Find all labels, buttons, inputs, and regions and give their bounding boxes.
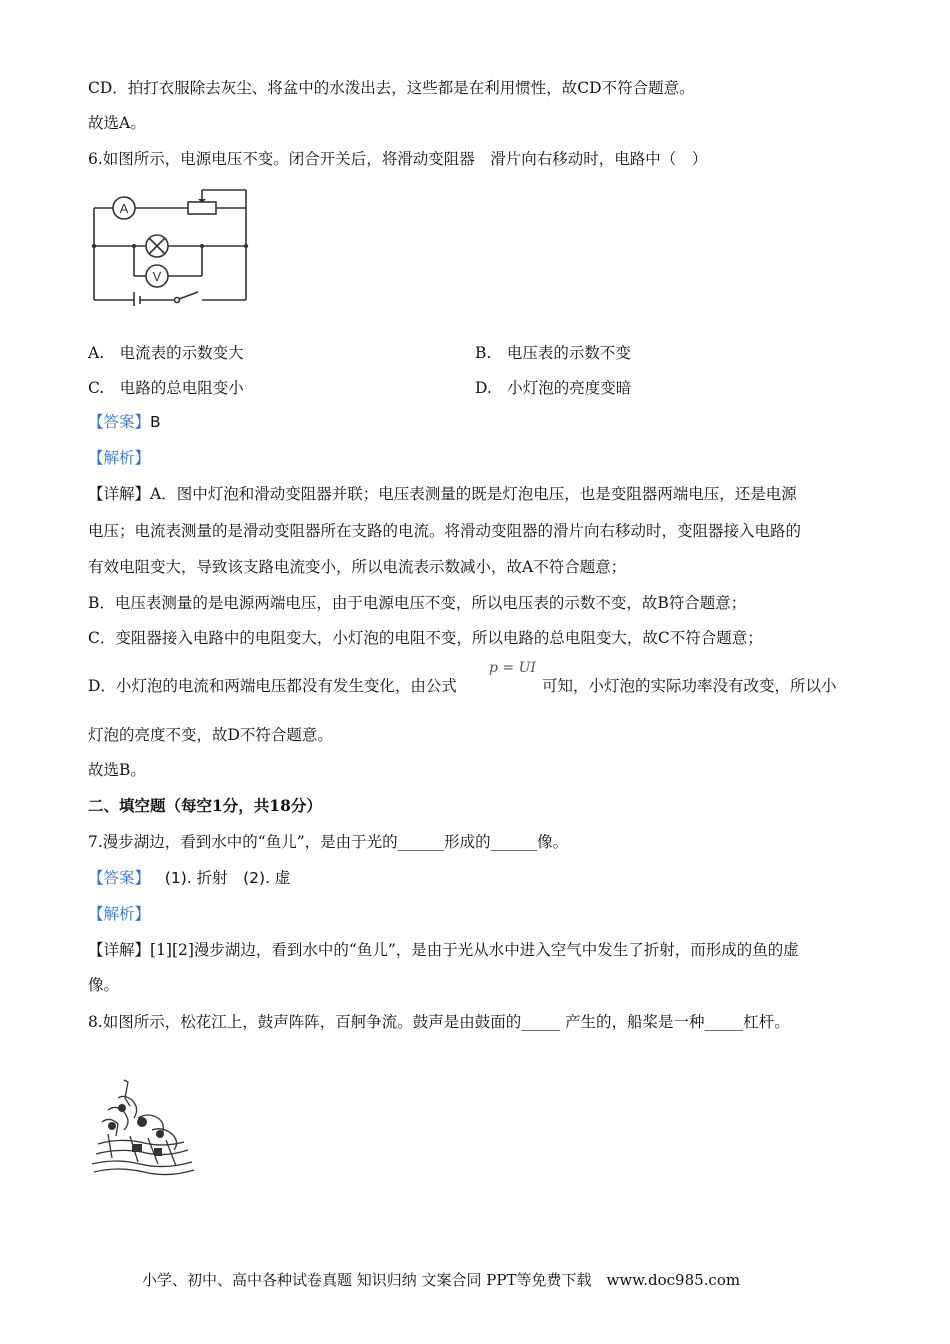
detail-line: 像。 (88, 976, 120, 994)
option-a: A. 电流表的示数变大 (88, 344, 244, 362)
question-7: 7.漫步湖边，看到水中的“鱼儿”，是由于光的______形成的______像。 (88, 833, 569, 851)
ammeter-label: A (119, 201, 129, 216)
detail-line: 灯泡的亮度不变，故D不符合题意。 (88, 726, 333, 744)
option-c: C. 电路的总电阻变小 (88, 379, 244, 397)
question-8: 8.如图所示，松花江上，鼓声阵阵，百舸争流。鼓声是由鼓面的_____ 产生的，船桨是一种_____杠杆。 (88, 1013, 790, 1031)
detail-line: B．电压表测量的是电源两端电压，由于电源电压不变，所以电压表的示数不变，故B符合题意； (88, 594, 747, 612)
detail-line: 电压；电流表测量的是滑动变阻器所在支路的电流。将滑动变阻器的滑片向右移动时，变阻器接入电路的 (88, 522, 802, 540)
answer-label: 【答案】 (88, 413, 151, 431)
dragon-boat-image (88, 1078, 198, 1180)
voltmeter-label: V (152, 269, 162, 284)
detail-label: 【详解】 (88, 485, 151, 503)
detail-line: D．小灯泡的电流和两端电压都没有发生变化，由公式 (88, 677, 457, 695)
detail-line: 可知，小灯泡的实际功率没有改变，所以小 (542, 677, 837, 695)
answer-label: 【答案】 (88, 869, 151, 887)
formula: p = UI (489, 660, 536, 676)
detail-line (88, 938, 799, 960)
detail-text: A．图中灯泡和滑动变阻器并联；电压表测量的既是灯泡电压，也是变阻器两端电压，还是电源 (150, 485, 797, 503)
option-d: D. 小灯泡的亮度变暗 (475, 379, 632, 397)
text-line: CD．拍打衣服除去灰尘、将盆中的水泼出去，这些都是在利用惯性，故CD不符合题意。 (88, 79, 695, 97)
analysis-label: 【解析】 (88, 449, 151, 467)
answer-row (88, 410, 161, 432)
detail-line: 有效电阻变大，导致该支路电流变小，所以电流表示数减小，故A不符合题意； (88, 558, 627, 576)
circuit-diagram (86, 186, 252, 306)
question-6: 6.如图所示，电源电压不变。闭合开关后，将滑动变阻器 滑片向右移动时，电路中（ ） (88, 150, 708, 168)
answer-value: (1). 折射 (2). 虚 (164, 869, 291, 887)
detail-text: [1][2]漫步湖边，看到水中的“鱼儿”，是由于光从水中进入空气中发生了折射，而形成的鱼的虚 (150, 941, 799, 959)
conclusion: 故选B。 (88, 761, 146, 779)
answer-value: B (150, 413, 161, 431)
analysis-label: 【解析】 (88, 905, 151, 923)
detail-line: C．变阻器接入电路中的电阻变大，小灯泡的电阻不变，所以电路的总电阻变大，故C不符合题意； (88, 629, 763, 647)
option-b: B. 电压表的示数不变 (475, 344, 631, 362)
section-title: 二、填空题（每空1分，共18分） (88, 796, 322, 815)
detail-label: 【详解】 (88, 941, 151, 959)
detail-line (88, 482, 797, 504)
text-line: 故选A。 (88, 114, 146, 132)
footer: 小学、初中、高中各种试卷真题 知识归纳 文案合同 PPT等免费下载 www.doc985.com (142, 1271, 741, 1289)
answer-row (88, 866, 290, 888)
